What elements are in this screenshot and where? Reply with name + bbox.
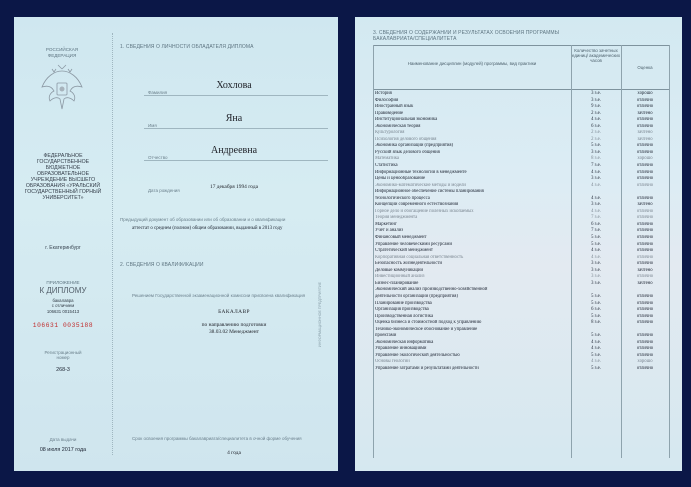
credit-units: 3 з.е. bbox=[591, 261, 601, 267]
discipline-name: Безопасность жизнедеятельности bbox=[375, 261, 443, 267]
grade: отлично bbox=[636, 163, 654, 169]
grade: отлично bbox=[636, 208, 654, 214]
discipline-name: История bbox=[375, 91, 392, 96]
credit-units: 3 з.е. bbox=[591, 149, 601, 155]
discipline-name: деятельности организации (предприятия) bbox=[375, 293, 458, 299]
credit-units: 8 з.е. bbox=[591, 156, 601, 162]
discipline-name: Организация производства bbox=[375, 307, 429, 313]
grade: отлично bbox=[636, 143, 654, 149]
grade: отлично bbox=[636, 300, 654, 306]
appendix-small-title: ПРИЛОЖЕНИЕ bbox=[46, 280, 80, 285]
discipline-name: Учет и анализ bbox=[375, 228, 404, 234]
credit-units: 3 з.е. bbox=[591, 91, 601, 96]
grade: отлично bbox=[636, 261, 654, 267]
grade: отлично bbox=[636, 241, 654, 247]
discipline-name: Русский язык делового общения bbox=[375, 149, 440, 155]
credit-units: 3 з.е. bbox=[591, 97, 601, 103]
credit-units: 2 з.е. bbox=[591, 136, 601, 142]
discipline-name: Психология делового общения bbox=[375, 136, 437, 142]
surname-label: Фамилия bbox=[148, 90, 168, 95]
duration-label: Срок освоения программы бакалавриата/специалитета в очной форме обучения bbox=[132, 436, 302, 441]
grade: хорошо bbox=[637, 359, 653, 365]
discipline-name: Планирование производства bbox=[375, 300, 432, 306]
grade: хорошо bbox=[637, 156, 653, 162]
grade: зачтено bbox=[637, 110, 653, 116]
name-label: Имя bbox=[148, 123, 157, 128]
credit-units: 5 з.е. bbox=[591, 235, 601, 241]
discipline-name: Основы геологии bbox=[375, 359, 410, 365]
grade: отлично bbox=[636, 254, 654, 260]
previous-document-value: аттестат о среднем (полном) общем образовании, выданный в 2013 году bbox=[132, 226, 283, 231]
credit-units: 4 з.е. bbox=[591, 117, 601, 123]
credit-units: 4 з.е. bbox=[591, 339, 601, 345]
direction-label: по направлению подготовки bbox=[201, 322, 267, 328]
discipline-name: Корпоративная социальная ответственность bbox=[375, 254, 464, 260]
grade: отлично bbox=[636, 248, 654, 254]
grade: отлично bbox=[636, 182, 654, 188]
credit-units: 3 з.е. bbox=[591, 176, 601, 182]
credit-units: 4 з.е. bbox=[591, 195, 601, 201]
patronymic-label: Отчество bbox=[148, 155, 168, 160]
discipline-name: Философия bbox=[375, 97, 399, 103]
discipline-name: Экономический анализ производственно-хозяйственной bbox=[375, 287, 488, 293]
commission-label: Решением Государственной экзаменационной комиссии присвоена квалификация bbox=[132, 293, 306, 298]
discipline-name: Информационное обеспечение системы планирования bbox=[375, 189, 484, 195]
discipline-name: Управление человеческими ресурсами bbox=[375, 241, 452, 247]
grade: отлично bbox=[636, 235, 654, 241]
column-header-units: Количество зачетных единиц/ академических часов bbox=[571, 48, 621, 63]
grade: отлично bbox=[636, 228, 654, 234]
birth-date-label: Дата рождения bbox=[148, 188, 180, 193]
birth-date-value: 17 декабря 1994 года bbox=[210, 184, 258, 190]
section-2-title: 2. СВЕДЕНИЯ О КВАЛИФИКАЦИИ bbox=[120, 262, 204, 268]
credit-units: 5 з.е. bbox=[591, 333, 601, 339]
country-label: РОССИЙСКАЯ ФЕДЕРАЦИЯ bbox=[45, 47, 79, 58]
discipline-name: Экономическая теория bbox=[375, 123, 421, 129]
credit-units: 6 з.е. bbox=[591, 123, 601, 129]
section-1-title: 1. СВЕДЕНИЯ О ЛИЧНОСТИ ОБЛАДАТЕЛЯ ДИПЛОМА bbox=[120, 44, 254, 50]
credit-units: 4 з.е. bbox=[591, 254, 601, 260]
issue-date-label: Дата выдачи bbox=[49, 437, 77, 442]
section-3-title: 3. СВЕДЕНИЯ О СОДЕРЖАНИИ И РЕЗУЛЬТАТАХ ОСВОЕНИЯ ПРОГРАММЫ БАКАЛАВРИАТА/СПЕЦИАЛИТЕТА bbox=[373, 30, 560, 42]
grade: зачтено bbox=[637, 280, 653, 286]
grade: отлично bbox=[636, 333, 654, 339]
credit-units: 5 з.е. bbox=[591, 365, 601, 371]
credit-units: 5 з.е. bbox=[591, 241, 601, 247]
grade: отлично bbox=[636, 313, 654, 319]
grade: отлично bbox=[636, 339, 654, 345]
grade: отлично bbox=[636, 221, 654, 227]
discipline-name: Концепции современного естествознания bbox=[375, 202, 459, 208]
discipline-name: Горное дело и обогащение полезных ископаемых bbox=[375, 208, 474, 214]
diploma-appendix-left-page bbox=[14, 17, 338, 471]
column-divider bbox=[112, 33, 113, 455]
discipline-name: Математика bbox=[375, 156, 399, 162]
name-value: Яна bbox=[225, 113, 243, 124]
grade: отлично bbox=[636, 320, 654, 326]
grade: отлично bbox=[636, 352, 654, 358]
serial-number: 106631 0035188 bbox=[32, 322, 94, 329]
grade: отлично bbox=[636, 123, 654, 129]
grade: отлично bbox=[636, 346, 654, 352]
discipline-name: Экономическая информатика bbox=[375, 339, 434, 345]
registration-number: 268-3 bbox=[56, 367, 70, 373]
surname-value: Хохлова bbox=[216, 80, 252, 91]
discipline-name: Культурология bbox=[375, 130, 405, 136]
grade: отлично bbox=[636, 195, 654, 201]
direction-value: 38.03.02 Менеджмент bbox=[208, 329, 260, 335]
discipline-name: Иностранный язык bbox=[375, 104, 414, 110]
diploma-appendix-right-page bbox=[355, 17, 682, 471]
discipline-name: проектами bbox=[375, 333, 397, 339]
credit-units: 7 з.е. bbox=[591, 228, 601, 234]
discipline-name: Маркетинг bbox=[375, 221, 397, 227]
discipline-name: Управление инновациями bbox=[375, 346, 427, 352]
grade: отлично bbox=[636, 97, 654, 103]
coat-of-arms-emblem bbox=[40, 63, 84, 113]
grade: зачтено bbox=[637, 130, 653, 136]
credit-units: 7 з.е. bbox=[591, 215, 601, 221]
duration-value: 4 года bbox=[227, 450, 241, 456]
grade: отлично bbox=[636, 169, 654, 175]
discipline-name: Финансовый менеджмент bbox=[375, 235, 427, 241]
watermark-text: ИНФОРМАЦИОННОЕ ПРЕДПРИЯТИЕ bbox=[318, 281, 322, 347]
discipline-name: Теория менеджмента bbox=[375, 215, 418, 221]
credit-units: 9 з.е. bbox=[591, 104, 601, 110]
credit-units: 3 з.е. bbox=[591, 274, 601, 280]
credit-units: 5 з.е. bbox=[591, 293, 601, 299]
city-label: г. Екатеринбург bbox=[45, 245, 81, 251]
grade: отлично bbox=[636, 215, 654, 221]
discipline-name: Бизнес-планирование bbox=[375, 280, 419, 286]
discipline-name: Управление экологической деятельностью bbox=[375, 352, 460, 358]
credit-units: 8 з.е. bbox=[591, 320, 601, 326]
credit-units: 3 з.е. bbox=[591, 280, 601, 286]
credit-units: 5 з.е. bbox=[591, 300, 601, 306]
credit-units: 6 з.е. bbox=[591, 307, 601, 313]
discipline-name: Институциональная экономика bbox=[375, 117, 438, 123]
previous-document-label: Предыдущий документ об образовании или об образовании и о квалификации bbox=[120, 217, 286, 222]
disciplines-table bbox=[373, 91, 669, 373]
credit-units: 4 з.е. bbox=[591, 248, 601, 254]
discipline-name: Деловые коммуникации bbox=[375, 267, 424, 273]
discipline-name: Оценка бизнеса и стоимостной подход к управлению bbox=[375, 320, 482, 326]
grade: отлично bbox=[636, 104, 654, 110]
credit-units: 3 з.е. bbox=[591, 202, 601, 208]
grade: отлично bbox=[636, 307, 654, 313]
discipline-name: Производственная логистика bbox=[375, 313, 434, 319]
registration-number-label: Регистрационный номер bbox=[44, 350, 82, 360]
discipline-name: Стратегический менеджмент bbox=[375, 248, 433, 254]
discipline-name: Управление затратами и результатами деятельности bbox=[375, 365, 479, 371]
university-name: ФЕДЕРАЛЬНОЕ ГОСУДАРСТВЕННОЕ БЮДЖЕТНОЕ ОБРАЗОВАТЕЛЬНОЕ УЧРЕЖДЕНИЕ ВЫСШЕГО ОБРАЗОВАНИЯ «УРАЛЬСКИЙ ГОСУДАРСТВЕННЫЙ ГОРНЫЙ УНИВЕРСИТЕТ» bbox=[24, 153, 102, 201]
discipline-name: технологического процесса bbox=[375, 195, 430, 201]
appendix-title: К ДИПЛОМУ bbox=[39, 286, 87, 295]
discipline-name: Правоведение bbox=[375, 110, 404, 116]
credit-units: 4 з.е. bbox=[591, 169, 601, 175]
grade: зачтено bbox=[637, 136, 653, 142]
grade: отлично bbox=[636, 176, 654, 182]
discipline-name: Экономико-математические методы и модели bbox=[375, 182, 466, 188]
credit-units: 2 з.е. bbox=[591, 130, 601, 136]
discipline-name: Инвестиционный анализ bbox=[375, 274, 425, 280]
credit-units: 4 з.е. bbox=[591, 346, 601, 352]
discipline-name: Цены и ценообразование bbox=[375, 176, 426, 182]
credit-units: 5 з.е. bbox=[591, 143, 601, 149]
credit-units: 6 з.е. bbox=[591, 221, 601, 227]
column-header-discipline: Наименование дисциплин (модулей) программы, вид практики bbox=[407, 61, 537, 66]
grade: отлично bbox=[636, 117, 654, 123]
discipline-name: Информационные технологии в менеджменте bbox=[375, 169, 467, 175]
grade: зачтено bbox=[637, 267, 653, 273]
credit-units: 4 з.е. bbox=[591, 182, 601, 188]
issue-date: 08 июля 2017 года bbox=[39, 447, 87, 453]
credit-units: 5 з.е. bbox=[591, 352, 601, 358]
grade: зачтено bbox=[637, 202, 653, 208]
patronymic-value: Андреевна bbox=[210, 145, 258, 156]
grade: хорошо bbox=[637, 91, 653, 96]
credit-units: 5 з.е. bbox=[591, 313, 601, 319]
credit-units: 4 з.е. bbox=[591, 208, 601, 214]
discipline-name: Технико-экономическое обоснование и управление bbox=[375, 326, 478, 332]
grade: отлично bbox=[636, 274, 654, 280]
grade: отлично bbox=[636, 149, 654, 155]
credit-units: 7 з.е. bbox=[591, 163, 601, 169]
discipline-name: Экономика организации (предприятия) bbox=[375, 143, 454, 149]
table-row bbox=[373, 366, 669, 373]
grade: отлично bbox=[636, 365, 654, 371]
grade: отлично bbox=[636, 293, 654, 299]
discipline-name: Статистика bbox=[375, 163, 398, 169]
column-header-grade: Оценка bbox=[637, 65, 653, 70]
credit-units: 2 з.е. bbox=[591, 110, 601, 116]
appendix-subtitle: бакалавра с отличием 106631 0015413 bbox=[46, 298, 80, 314]
qualification-value: БАКАЛАВР bbox=[218, 309, 250, 315]
credit-units: 4 з.е. bbox=[591, 359, 601, 365]
credit-units: 3 з.е. bbox=[591, 267, 601, 273]
